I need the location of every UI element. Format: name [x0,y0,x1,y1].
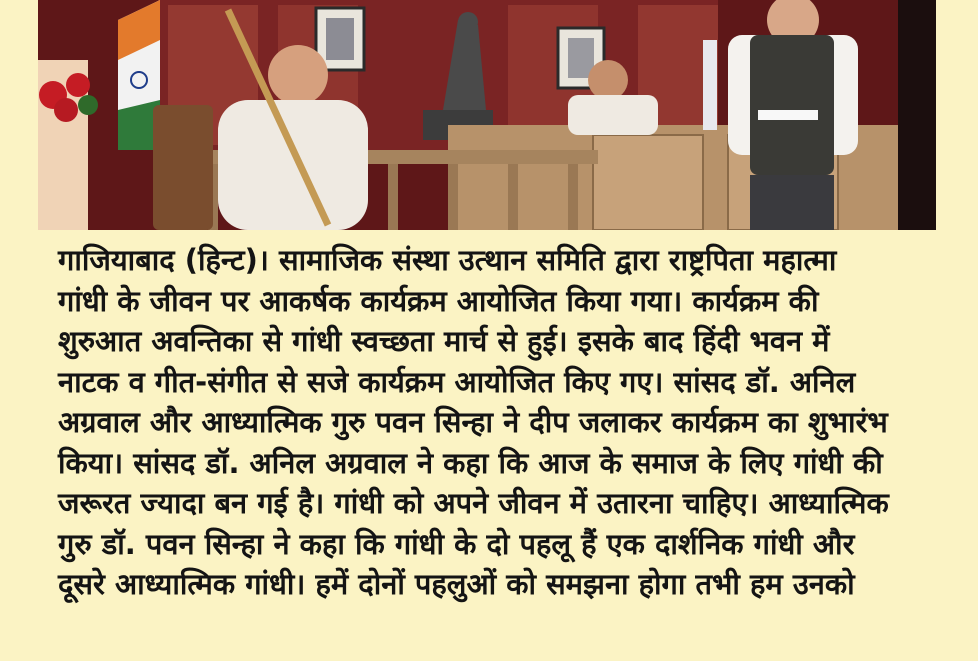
article-line: दूसरे आध्यात्मिक गांधी। हमें दोनों पहलुओं को समझना होगा तभी हम उनको [58,567,855,601]
article-line: अग्रवाल और आध्यात्मिक गुरु पवन सिन्हा ने दीप जलाकर कार्यक्रम का शुभारंभ [58,405,888,439]
article-line: गाजियाबाद (हिन्ट)। सामाजिक संस्था उत्थान समिति द्वारा राष्ट्रपिता महात्मा [58,243,837,277]
news-photo [38,0,936,230]
article-body [58,240,958,605]
article-line: किया। सांसद डॉ. अनिल अग्रवाल ने कहा कि आज के समाज के लिए गांधी की [58,445,883,480]
article-line: शुरुआत अवन्तिका से गांधी स्वच्छता मार्च से हुई। इसके बाद हिंदी भवन में [58,324,830,358]
article-line: जरूरत ज्यादा बन गई है। गांधी को अपने जीवन में उतारना चाहिए। आध्यात्मिक [58,486,889,520]
article-line: गांधी के जीवन पर आकर्षक कार्यक्रम आयोजित किया गया। कार्यक्रम की [58,283,819,318]
article-line: गुरु डॉ. पवन सिन्हा ने कहा कि गांधी के दो पहलू हैं एक दार्शनिक गांधी और [58,526,855,561]
stage-scene-image [38,0,936,230]
article-line: नाटक व गीत-संगीत से सजे कार्यक्रम आयोजित किए गए। सांसद डॉ. अनिल [58,364,856,399]
